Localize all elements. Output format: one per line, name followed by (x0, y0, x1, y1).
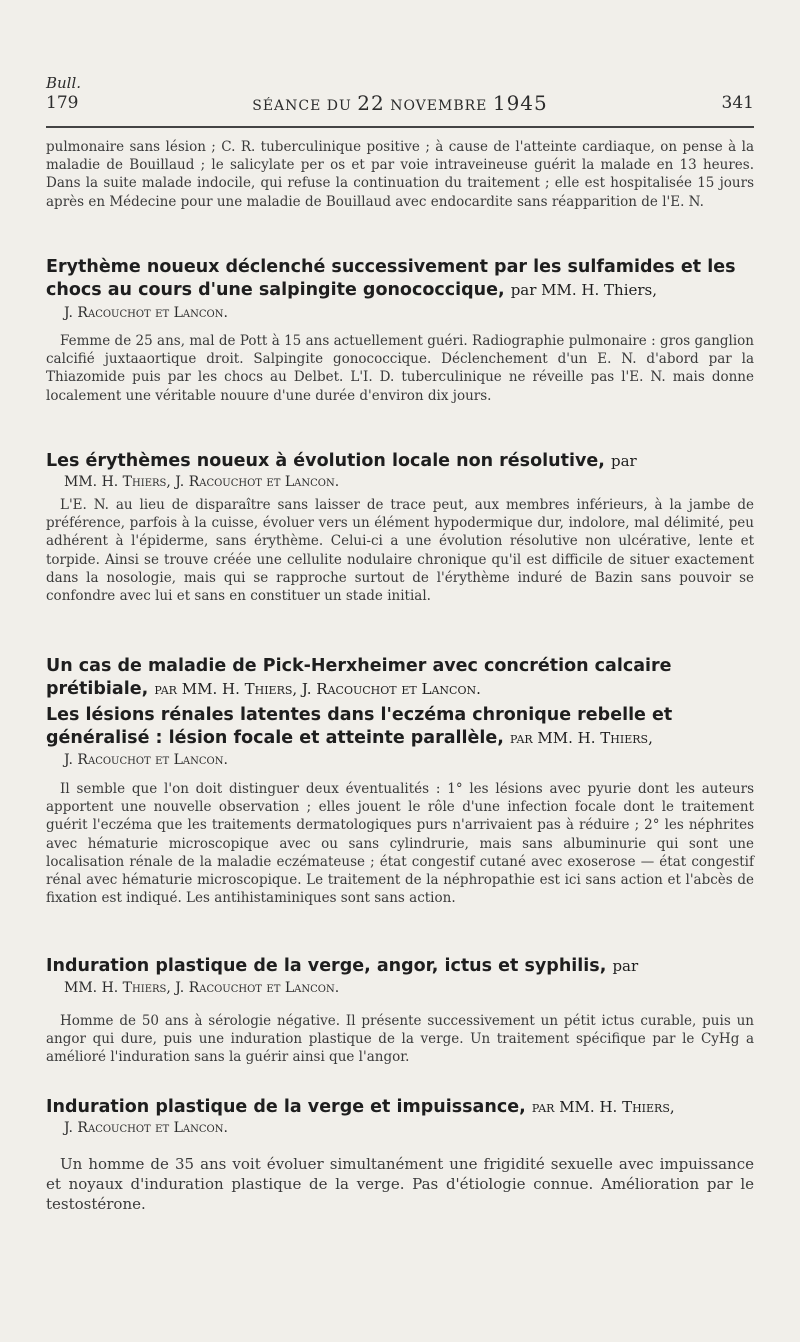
seance-year: 1945 (492, 91, 548, 115)
article-abstract: Il semble que l'on doit distinguer deux éventualités : 1° les lésions avec pyurie dont les auteurs apportent une nouvelle observation ; elles jouent le rôle d'une infection focale dont le traitement guérit l'eczéma que les traitements dermatologiques purs n'arrivaient pas à réduire ; 2° les néphrites avec hématurie microscopique avec ou sans cylindrurie, mais sans albuminurie qui sont une localisation rénale de la maladie eczémateuse ; état congestif cutané avec exoserose — état congestif rénal avec hématurie microscopique. Le traitement de la néphropathie est ici sans action et l'abcès de fixation est indiqué. Les antihistaminiques sont sans action. (46, 781, 754, 907)
article-authors: J. Racouchot et Lancon. (64, 305, 228, 321)
title-text: Les érythèmes noueux à évolution locale non résolutive, (46, 451, 605, 471)
seance-prefix: SÉANCE DU (252, 98, 352, 114)
article-title (46, 955, 754, 978)
title-authors: par (610, 452, 637, 470)
title-authors: par MM. H. Thiers, (510, 281, 658, 299)
title-authors: par MM. H. Thiers, (531, 1098, 675, 1116)
title-text: Induration plastique de la verge et impuissance, (46, 1097, 526, 1117)
article-abstract: Femme de 25 ans, mal de Pott à 15 ans actuellement guéri. Radiographie pulmonaire : gros ganglion calcifié juxtaaortique droit. Salpingite gonococcique. Déclenchement d'un E. N. d'abord par la Thiazomide puis par les chocs au Delbet. L'I. D. tuberculinique ne réveille pas l'E. N. mais donne localement une véritable nouure d'une durée d'environ dix jours. (46, 333, 754, 404)
article-title (46, 256, 754, 302)
title-text: Les lésions rénales latentes dans l'eczéma chronique rebelle et généralisé : lésion focale et atteinte parallèle, (46, 705, 673, 748)
article-abstract: Un homme de 35 ans voit évoluer simultanément une frigidité sexuelle avec impuissance et noyaux d'induration plastique de la verge. Pas d'étiologie connue. Amélioration par le testostérone. (46, 1155, 754, 1213)
running-header (0, 91, 800, 115)
article-title (46, 655, 754, 701)
article-abstract: Homme de 50 ans à sérologie négative. Il présente successivement un pétit ictus curable, puis un angor qui dure, puis une induration plastique de la verge. Un traitement spécifique par le CyHg a amélioré l'induration sans la guérir ainsi que l'angor. (46, 1013, 754, 1066)
journal-abbrev: Bull. (46, 74, 82, 92)
header-rule (46, 126, 754, 128)
article-title (46, 704, 754, 750)
title-text: Induration plastique de la verge, angor, ictus et syphilis, (46, 956, 607, 976)
title-authors: par MM. H. Thiers, (510, 729, 653, 747)
seance-month: NOVEMBRE (390, 98, 488, 114)
article-title (46, 1096, 754, 1119)
continuation-paragraph: pulmonaire sans lésion ; C. R. tuberculinique positive ; à cause de l'atteinte cardiaque, on pense à la maladie de Bouillaud ; le salicylate per os et par voie intraveineuse guérit la malade en 13 heures. Dans la suite malade indocile, qui refuse la continuation du traitement ; elle est hospitalisée 15 jours après en Médecine pour une maladie de Bouillaud avec endocardite sans réapparition de l'E. N. (46, 139, 754, 210)
article-authors: J. Racouchot et Lancon. (64, 752, 228, 768)
title-authors: par (612, 957, 639, 975)
title-text: Erythème noueux déclenché successivement par les sulfamides et les chocs au cours d'une salpingite gonococcique, (46, 257, 736, 300)
title-text: Un cas de maladie de Pick-Herxheimer avec concrétion calcaire prétibiale, (46, 656, 672, 699)
article-authors: MM. H. Thiers, J. Racouchot et Lancon. (64, 474, 340, 490)
article-abstract: L'E. N. au lieu de disparaître sans laisser de trace peut, aux membres inférieurs, à la jambe de préférence, parfois à la cuisse, évoluer vers un élément hypodermique dur, indolore, mal délimité, peu adhérent à l'épiderme, sans érythème. Celui-ci a une évolution résolutive non ulcérative, lente et torpide. Ainsi se trouve créée une cellulite nodulaire chronique qu'il est difficile de situer exactement dans la nosologie, mais qui se rapproche surtout de l'érythème induré de Bazin sans pouvoir se confondre avec lui et sans en constituer un stade initial. (46, 497, 754, 605)
article-title (46, 450, 754, 473)
title-authors: par MM. H. Thiers, J. Racouchot et Lancon. (154, 680, 481, 698)
page-number: 341 (721, 93, 754, 113)
volume-number: 179 (46, 93, 79, 113)
seance-day: 22 (357, 91, 385, 115)
article-authors: MM. H. Thiers, J. Racouchot et Lancon. (64, 980, 340, 996)
article-authors: J. Racouchot et Lancon. (64, 1120, 228, 1136)
